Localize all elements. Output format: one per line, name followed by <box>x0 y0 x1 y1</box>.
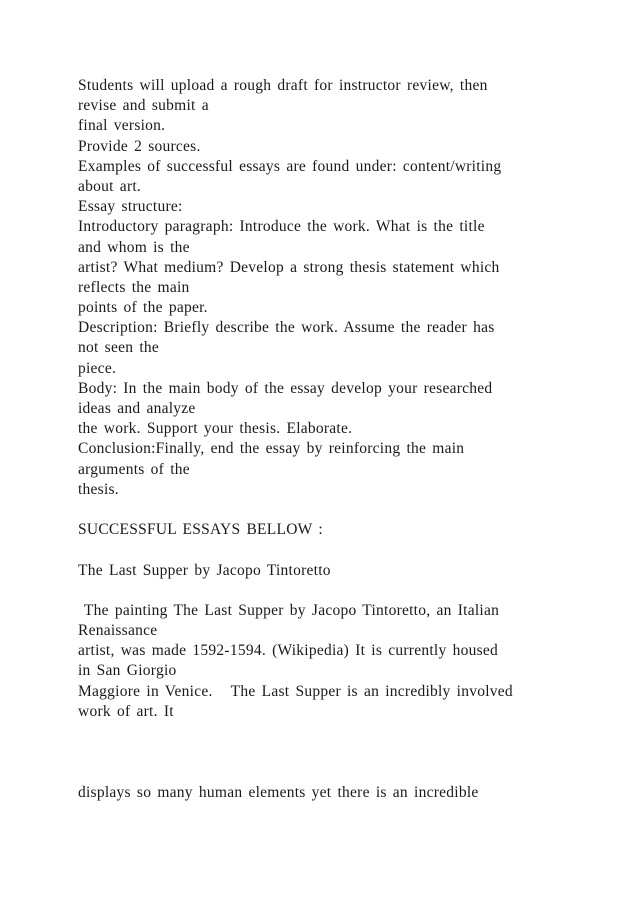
instruction-line: Description: Briefly describe the work. Assume the reader has <box>78 319 495 337</box>
essay-line: The painting The Last Supper by Jacopo Tintoretto, an Italian <box>78 601 500 619</box>
instruction-line: the work. Support your thesis. Elaborate. <box>78 420 353 438</box>
section-heading: SUCCESSFUL ESSAYS BELLOW : <box>78 521 323 539</box>
essay-line: in San Giorgio <box>78 662 177 680</box>
instruction-line: Essay structure: <box>78 198 183 216</box>
instruction-line: thesis. <box>78 480 119 498</box>
instruction-line: final version. <box>78 117 166 135</box>
essay-line: Renaissance <box>78 622 158 640</box>
blank-line <box>78 581 598 601</box>
continuation-line: displays so many human elements yet there is an incredible <box>78 783 479 801</box>
document-text <box>78 76 598 803</box>
essay-title: The Last Supper by Jacopo Tintoretto <box>78 561 331 579</box>
blank-space <box>78 722 598 783</box>
essay-line: work of art. It <box>78 702 174 720</box>
instruction-line: not seen the <box>78 339 160 357</box>
instruction-line: Conclusion:Finally, end the essay by reinforcing the main <box>78 440 465 458</box>
instruction-line: reflects the main <box>78 278 190 296</box>
instruction-line: Provide 2 sources. <box>78 137 201 155</box>
essay-line: Maggiore in Venice. The Last Supper is an incredibly involved <box>78 682 513 700</box>
instruction-line: Body: In the main body of the essay develop your researched <box>78 379 493 397</box>
instruction-line: piece. <box>78 359 117 377</box>
instruction-line: artist? What medium? Develop a strong thesis statement which <box>78 258 500 276</box>
instruction-line: revise and submit a <box>78 97 209 115</box>
blank-line <box>78 540 598 560</box>
instruction-line: about art. <box>78 177 142 195</box>
instruction-line: points of the paper. <box>78 299 208 317</box>
instruction-line: Introductory paragraph: Introduce the work. What is the title <box>78 218 485 236</box>
essay-line: artist, was made 1592-1594. (Wikipedia) It is currently housed <box>78 642 498 660</box>
instruction-line: arguments of the <box>78 460 190 478</box>
instruction-line: Students will upload a rough draft for instructor review, then <box>78 77 488 94</box>
instruction-line: and whom is the <box>78 238 190 256</box>
instruction-line: ideas and analyze <box>78 400 196 417</box>
instruction-line: Examples of successful essays are found under: content/writing <box>78 157 502 175</box>
blank-line <box>78 500 598 520</box>
